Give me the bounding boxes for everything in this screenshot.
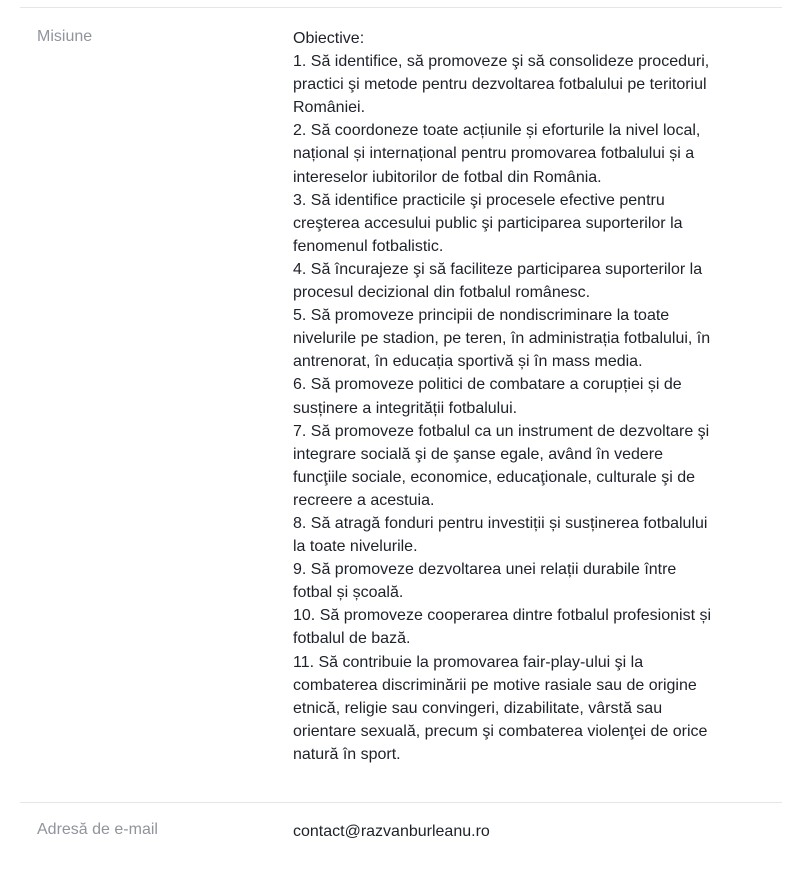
mission-line: orientare sexuală, precum şi combaterea violenţei de orice <box>293 722 708 740</box>
mission-line: 11. Să contribuie la promovarea fair-play-ului şi la <box>293 653 644 671</box>
mission-line: susținere a integrității fotbalului. <box>293 399 518 417</box>
mission-line: procesul decizional din fotbalul românesc. <box>293 284 591 302</box>
mission-line: combaterea discriminării pe motive rasiale sau de origine <box>293 676 697 694</box>
mission-line: 1. Să identifice, să promoveze şi să consolideze proceduri, <box>293 53 710 71</box>
mission-line: 8. Să atragă fonduri pentru investiții și susținerea fotbalului <box>293 514 708 532</box>
mission-line: funcţiile sociale, economice, educaţionale, culturale şi de <box>293 468 696 486</box>
mission-line: 2. Să coordoneze toate acțiunile și eforturile la nivel local, <box>293 122 701 140</box>
divider-top <box>20 7 782 8</box>
mission-line: natură în sport. <box>293 745 401 763</box>
mission-line: recreere a acestuia. <box>293 491 435 509</box>
mission-line: antrenorat, în educația sportivă și în mass media. <box>293 353 643 371</box>
mission-line: României. <box>293 99 366 117</box>
mission-line: creşterea accesului public şi participarea suporterilor la <box>293 214 683 232</box>
mission-line: integrare socială şi de şanse egale, având în vedere <box>293 445 664 463</box>
mission-line: 3. Să identifice practicile şi procesele efective pentru <box>293 191 665 209</box>
mission-line: 7. Să promoveze fotbalul ca un instrument de dezvoltare şi <box>293 422 710 440</box>
email-link[interactable]: contact@razvanburleanu.ro <box>293 823 490 840</box>
mission-label: Misiune <box>37 28 93 45</box>
mission-line: 9. Să promoveze dezvoltarea unei relații durabile între <box>293 561 677 579</box>
email-label: Adresă de e-mail <box>37 821 158 838</box>
divider-middle <box>20 802 782 803</box>
mission-line: practici şi metode pentru dezvoltarea fotbalului pe teritoriul <box>293 76 707 94</box>
mission-text <box>293 27 711 766</box>
mission-line: fotbal și școală. <box>293 584 404 602</box>
mission-line: 5. Să promoveze principii de nondiscriminare la toate <box>293 307 670 325</box>
mission-line: 4. Să încurajeze şi să faciliteze participarea suporterilor la <box>293 260 703 278</box>
mission-line: fenomenul fotbalistic. <box>293 237 444 255</box>
mission-line: nivelurile pe stadion, pe teren, în administrația fotbalului, în <box>293 330 711 348</box>
mission-line: intereselor iubitorilor de fotbal din România. <box>293 168 602 186</box>
mission-line: 6. Să promoveze politici de combatare a corupției și de <box>293 376 682 394</box>
mission-line: fotbalul de bază. <box>293 630 411 648</box>
mission-line: Obiective: <box>293 30 365 47</box>
mission-line: național și internațional pentru promovarea fotbalului și a <box>293 145 695 163</box>
mission-line: etnică, religie sau convingeri, dizabilitate, vârstă sau <box>293 699 663 717</box>
mission-line: 10. Să promoveze cooperarea dintre fotbalul profesionist și <box>293 607 712 625</box>
mission-line: la toate nivelurile. <box>293 538 418 556</box>
